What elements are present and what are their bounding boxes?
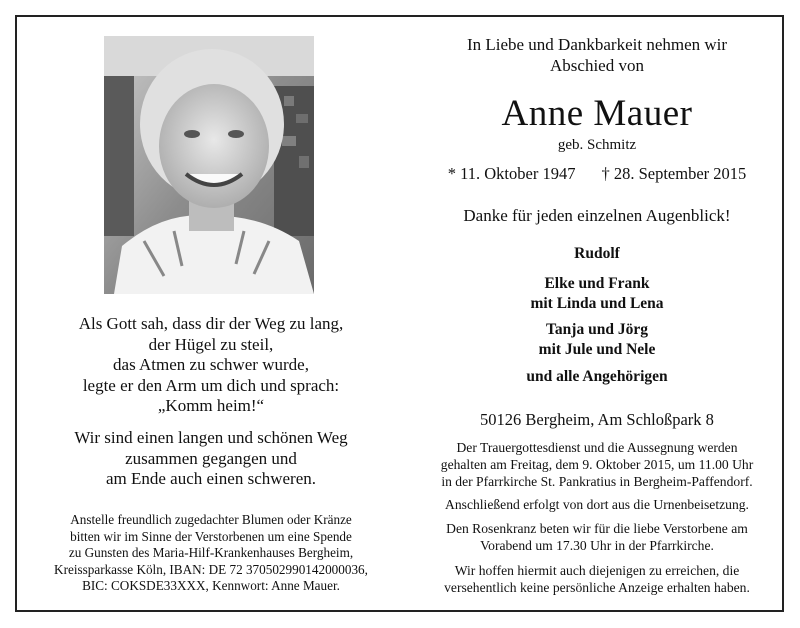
info-line: versehentlich keine persönliche Anzeige erhalten haben. [444, 580, 750, 595]
portrait-photo [104, 36, 314, 294]
address: 50126 Bergheim, Am Schloßpark 8 [480, 410, 714, 429]
note-line: Anstelle freundlich zugedachter Blumen oder Kränze [70, 512, 352, 527]
family-line: mit Jule und Nele [538, 340, 656, 358]
note-line: zu Gunsten des Maria-Hilf-Krankenhauses Bergheim, [68, 545, 354, 560]
note-line: bitten wir im Sinne der Verstorbenen um eine Spende [70, 528, 352, 544]
poem-line: zusammen gegangen und [125, 448, 297, 468]
life-dates [412, 164, 782, 184]
deceased-name: Anne Mauer [501, 93, 693, 134]
poem-stanza-2 [40, 428, 382, 490]
poem-line: „Komm heim!“ [157, 396, 265, 415]
intro-line: Abschied von [550, 56, 644, 75]
family-line: Elke und Frank [544, 275, 650, 292]
burial-info [412, 496, 782, 513]
poem-stanza-1 [40, 314, 382, 417]
family-group-4 [412, 367, 782, 387]
info-line: Anschließend erfolgt von dort aus die Urnenbeisetzung. [445, 497, 749, 512]
family-line: mit Linda und Lena [530, 294, 664, 312]
poem-line: Wir sind einen langen und schönen Weg [74, 428, 348, 447]
note-line: Kreissparkasse Köln, IBAN: DE 72 370502990142000036, [54, 561, 368, 577]
portrait-photo-icon [104, 36, 314, 294]
intro-line: In Liebe und Dankbarkeit nehmen wir [466, 35, 728, 54]
info-line: Vorabend um 17.30 Uhr in der Pfarrkirche. [480, 538, 714, 553]
closing-info [412, 562, 782, 596]
family-group-2 [412, 274, 782, 313]
info-line: gehalten am Freitag, dem 9. Oktober 2015, um 11.00 Uhr [440, 457, 754, 472]
info-line: in der Pfarrkirche St. Pankratius in Bergheim-Paffendorf. [441, 474, 753, 489]
death-date: † 28. September 2015 [601, 164, 747, 183]
poem-line: der Hügel zu steil, [148, 334, 274, 354]
info-line: Der Trauergottesdienst und die Aussegnung werden [456, 440, 738, 455]
family-line: und alle Angehörigen [526, 368, 668, 385]
poem-line: Als Gott sah, dass dir der Weg zu lang, [78, 314, 344, 333]
service-info [412, 439, 782, 490]
family-group-1 [412, 244, 782, 264]
family-line: Tanja und Jörg [546, 321, 648, 338]
poem-line: legte er den Arm um dich und sprach: [82, 375, 340, 395]
thanks-line: Danke für jeden einzelnen Augenblick! [463, 206, 731, 225]
family-line: Rudolf [574, 245, 620, 262]
rosary-info [412, 520, 782, 554]
info-line: Wir hoffen hiermit auch diejenigen zu erreichen, die [454, 563, 740, 578]
poem-line: das Atmen zu schwer wurde, [113, 355, 309, 374]
birth-name: geb. Schmitz [557, 137, 637, 153]
family-group-3 [412, 320, 782, 359]
note-line: BIC: COKSDE33XXX, Kennwort: Anne Mauer. [82, 578, 340, 593]
poem-line: am Ende auch einen schweren. [105, 469, 317, 488]
info-line: Den Rosenkranz beten wir für die liebe Verstorbene am [446, 521, 748, 536]
intro-text [412, 34, 782, 76]
donation-note [28, 512, 394, 595]
birth-date: * 11. Oktober 1947 [447, 164, 576, 183]
